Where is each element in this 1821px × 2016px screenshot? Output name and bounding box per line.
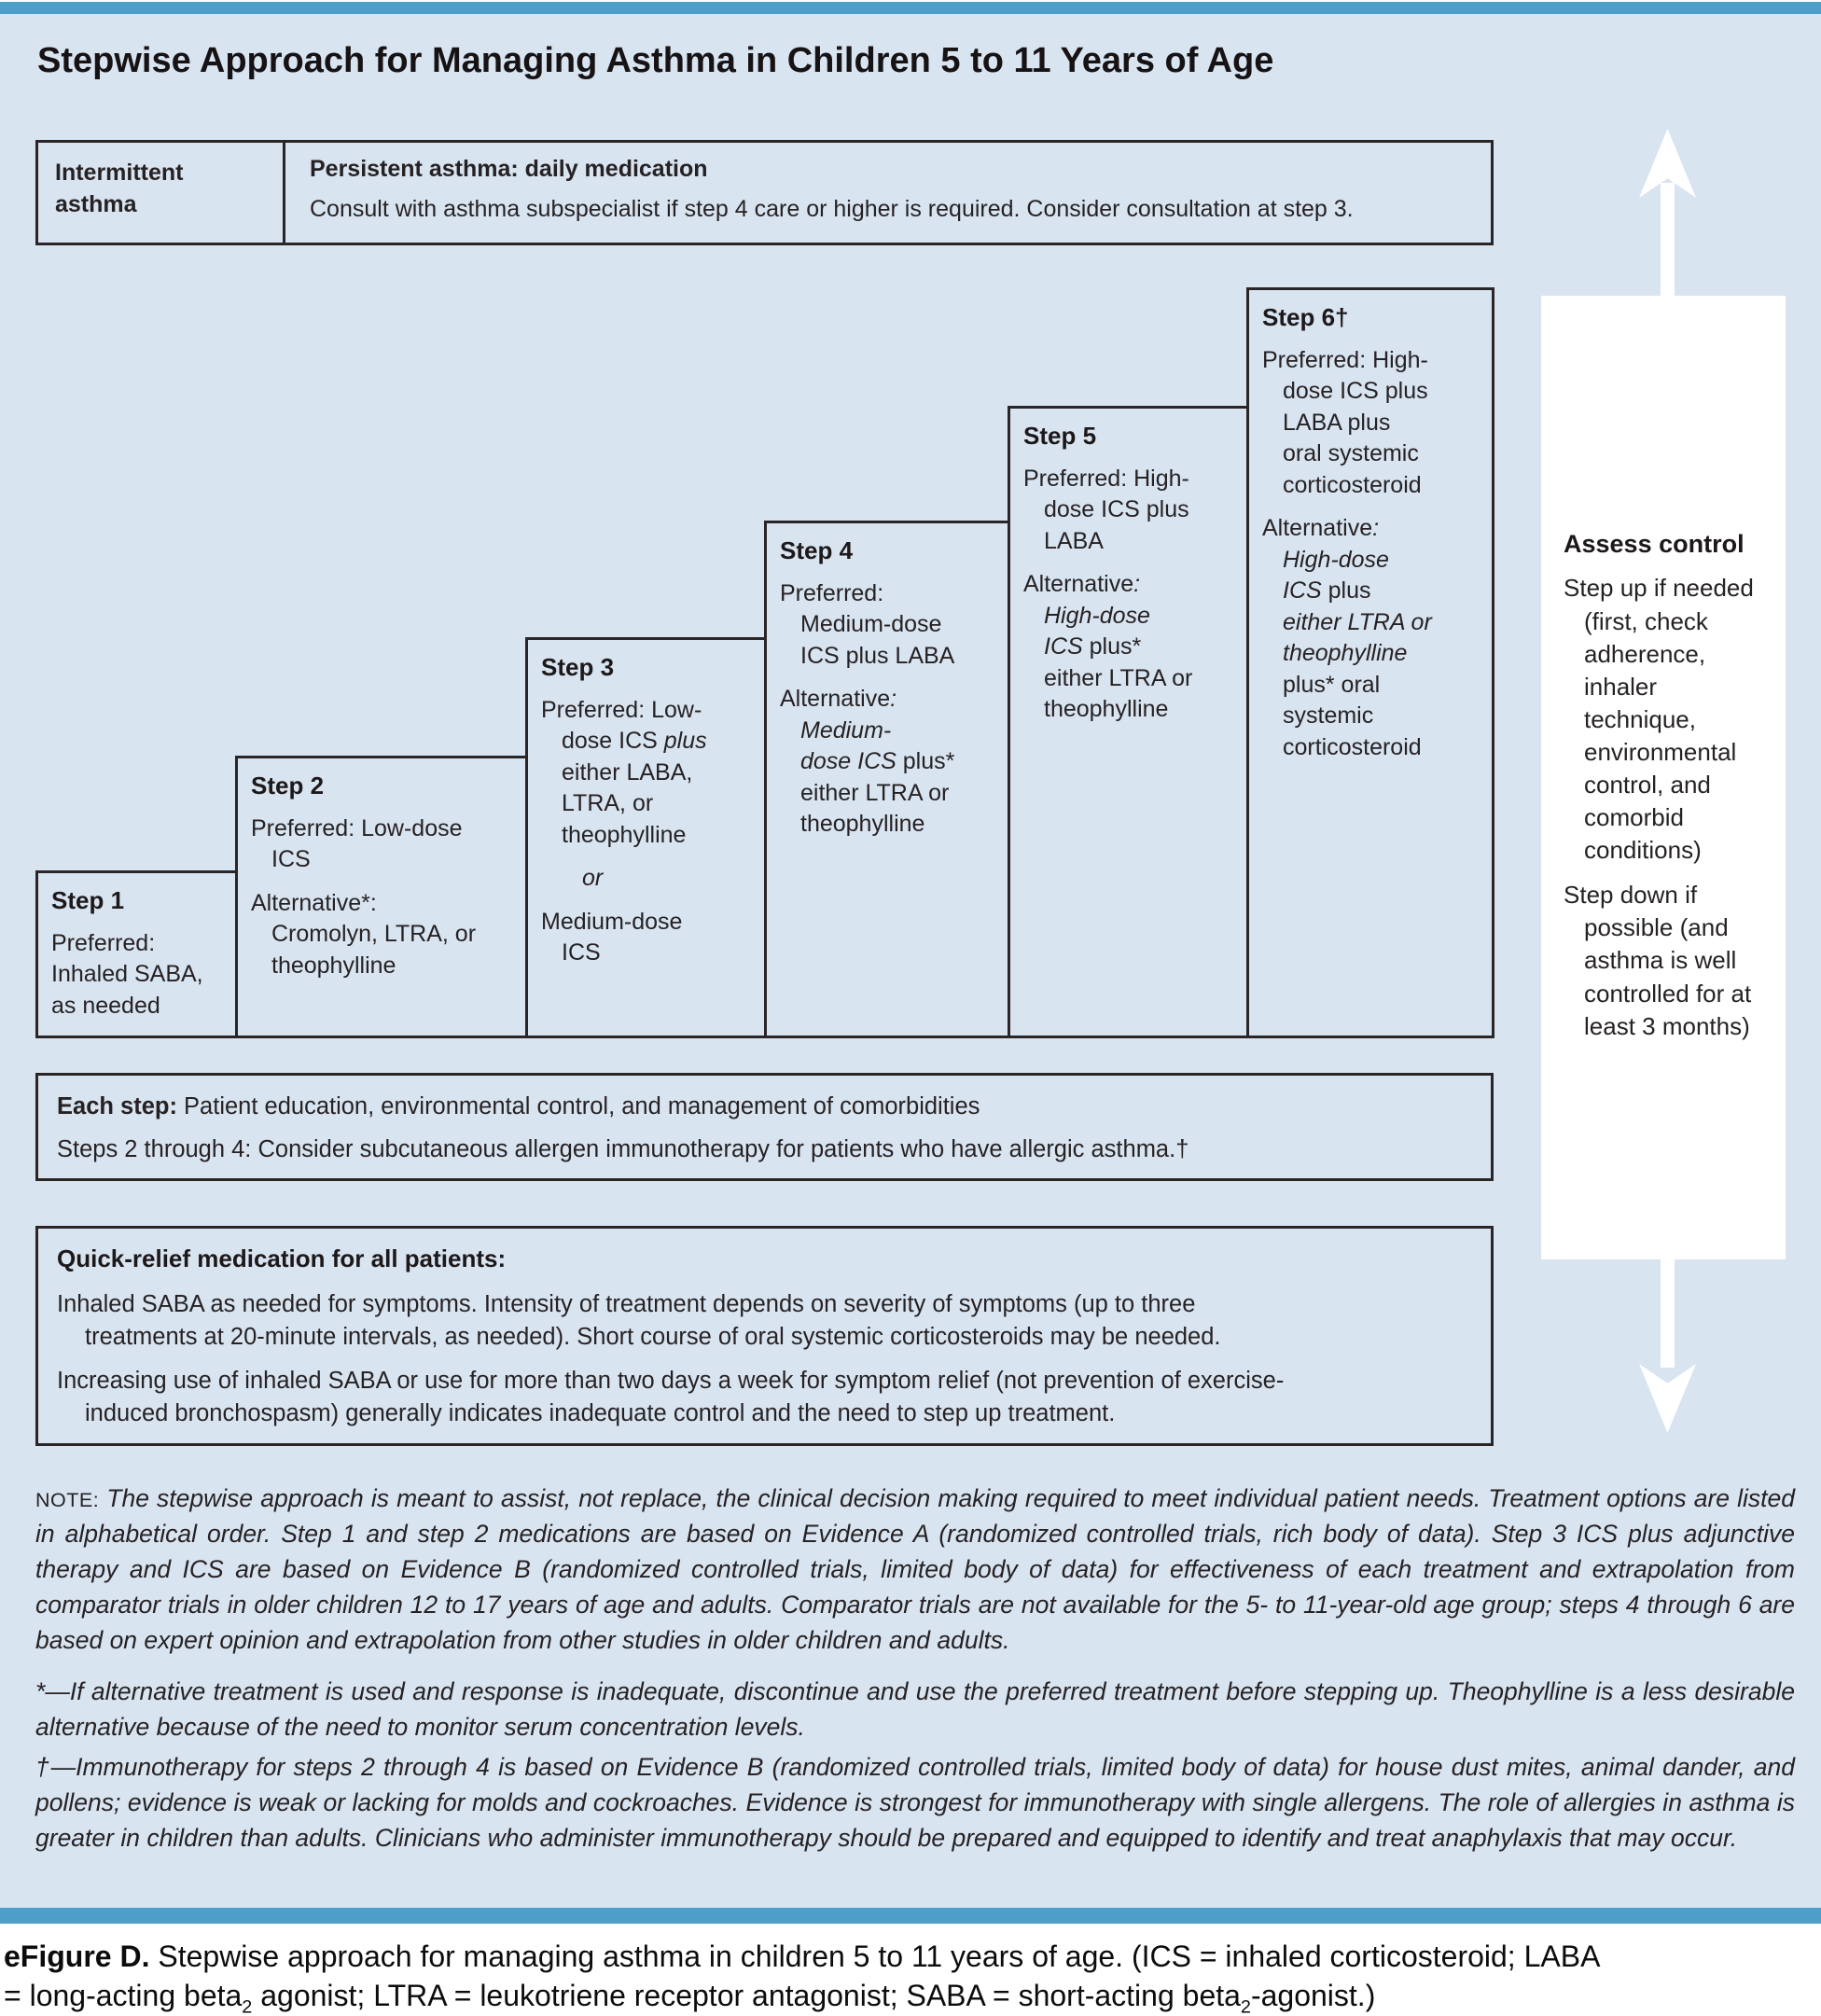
note-text: The stepwise approach is meant to assist, not replace, the clinical decision making required to meet individual patient needs. Treatment options are listed in alphabetical order. Step 1 and step 2 medications are based on Evidence A (randomized controlled trials, rich body of data). Step 3 ICS plus adjunctive therapy and ICS are based on Evidence B (randomized controlled trials, limited body of data) for effectiveness of each treatment and extrapolation from comparator trials in older children 12 to 17 years of age and adults. Comparator trials are not available for the 5- to 11-year-old age group; steps 4 through 6 are based on expert opinion and extrapolation from other studies in older children and adults. — [35, 1484, 1795, 1654]
down-arrow-icon — [1661, 1258, 1675, 1368]
each-step-box — [35, 1073, 1494, 1181]
step-1-box — [35, 870, 238, 1038]
assess-control-title: Assess control — [1564, 530, 1745, 558]
step-1-content — [51, 928, 222, 1022]
step-3-content — [541, 695, 754, 969]
figure-caption — [4, 1937, 1817, 2016]
step-4-content — [780, 578, 997, 841]
paragraph: Preferred: Medium-dose ICS plus LABA — [780, 579, 955, 669]
step-6-label: Step 6† — [1262, 303, 1349, 331]
top-divider-bar — [0, 2, 1821, 14]
paragraph: Alternative: Medium- dose ICS plus* either LTRA or theophylline — [780, 686, 955, 838]
step-4-box — [764, 521, 1013, 1038]
step-1-label: Step 1 — [51, 886, 125, 914]
step-5-content — [1023, 464, 1236, 726]
up-arrow-icon — [1661, 183, 1675, 299]
step-3-label: Step 3 — [541, 653, 615, 681]
persistent-asthma-title: Persistent asthma: daily medication — [310, 156, 708, 182]
each-step-line2: Steps 2 through 4: Consider subcutaneous allergen immunotherapy for patients who have allergic asthma.† — [57, 1136, 1189, 1163]
paragraph: Medium-dose ICS — [541, 908, 683, 966]
paragraph: Step down if possible (and asthma is well controlled for at least 3 months) — [1564, 881, 1752, 1040]
step-5-box — [1008, 406, 1252, 1038]
paragraph: Inhaled SABA as needed for symptoms. Intensity of treatment depends on severity of symptoms (up to three treatments at 20-minute intervals, as needed). Short course of oral systemic corticosteroids may be needed. — [57, 1290, 1221, 1351]
step-4-label: Step 4 — [780, 536, 854, 564]
note-label: NOTE: — [35, 1489, 100, 1511]
footnote-asterisk: *—If alternative treatment is used and response is inadequate, discontinue and use the preferred treatment before stepping up. Theophylline is a less desirable alternative because of the need to monitor serum concentration levels. — [35, 1677, 1795, 1741]
consult-subspecialist-note: Consult with asthma subspecialist if step 4 care or higher is required. Consider consultation at step 3. — [310, 195, 1354, 222]
step-2-label: Step 2 — [251, 772, 325, 799]
persistent-asthma-cell — [285, 143, 1491, 243]
assess-control-box — [1541, 296, 1786, 1259]
note-paragraph — [35, 1481, 1795, 1658]
paragraph: Alternative: High-dose ICS plus* either LTRA or theophylline — [1023, 571, 1193, 723]
figure-caption-label: eFigure D. — [4, 1940, 150, 1973]
step-6-box — [1246, 287, 1494, 1038]
paragraph: Increasing use of inhaled SABA or use for more than two days a week for symptom relief (not prevention of exercise- induced bronchospasm) generally indicates inadequate control and the need to step up treatment. — [57, 1368, 1285, 1427]
assess-control-text — [1564, 572, 1778, 1042]
step-2-content — [251, 813, 515, 982]
bottom-divider-bar — [0, 1908, 1821, 1924]
step-3-box — [525, 637, 770, 1038]
quick-relief-content — [57, 1288, 1472, 1431]
paragraph: Preferred: Inhaled SABA, as needed — [51, 929, 203, 1019]
paragraph: Alternative*: Cromolyn, LTRA, or theophylline — [251, 889, 477, 979]
paragraph: Alternative: High-dose ICS plus either LTRA or theophylline plus* oral systemic corticosteroid — [1262, 515, 1432, 760]
paragraph: Preferred: High- dose ICS plus LABA plus oral systemic corticosteroid — [1262, 346, 1428, 498]
figure-caption-text: Stepwise approach for managing asthma in children 5 to 11 years of age. (ICS = inhaled corticosteroid; LABA = long-acting beta$_2$ agonist; LTRA = leukotriene receptor antagonist; SABA = short-acting beta$_2$-agonist.) — [4, 1940, 1601, 2016]
each-step-line1 — [57, 1091, 1472, 1122]
paragraph: Preferred: High- dose ICS plus LABA — [1023, 465, 1189, 554]
each-step-label: Each step: — [57, 1093, 177, 1119]
figure-title: Stepwise Approach for Managing Asthma in Children 5 to 11 Years of Age — [37, 41, 1274, 80]
step-6-content — [1262, 345, 1479, 764]
assess-control-content — [1541, 527, 1786, 1043]
paragraph: Preferred: Low- dose ICS plus either LABA, LTRA, or theophylline — [541, 696, 707, 848]
paragraph: Step up if needed (first, check adherence, inhaler technique, environmental control, and comorbid conditions) — [1564, 574, 1754, 865]
paragraph: or — [582, 865, 604, 892]
footnote-dagger: †—Immunotherapy for steps 2 through 4 is based on Evidence B (randomized controlled trials, limited body of data) for house dust mites, animal dander, and pollens; evidence is weak or lacking for molds and cockroaches. Evidence is strongest for immunotherapy with single allergens. The role of allergies in asthma is greater in children than adults. Clinicians who administer immunotherapy should be prepared and equipped to identify and treat anaphylaxis that may occur. — [35, 1753, 1795, 1852]
quick-relief-title: Quick-relief medication for all patients: — [57, 1244, 507, 1272]
step-5-label: Step 5 — [1023, 422, 1097, 450]
header-box — [35, 140, 1494, 245]
step-2-box — [235, 756, 531, 1038]
each-step-text: Patient education, environmental control, and management of comorbidities — [176, 1093, 980, 1119]
intermittent-asthma-cell: Intermittent asthma — [38, 143, 285, 243]
quick-relief-box — [35, 1226, 1494, 1446]
paragraph: Preferred: Low-dose ICS — [251, 814, 463, 873]
